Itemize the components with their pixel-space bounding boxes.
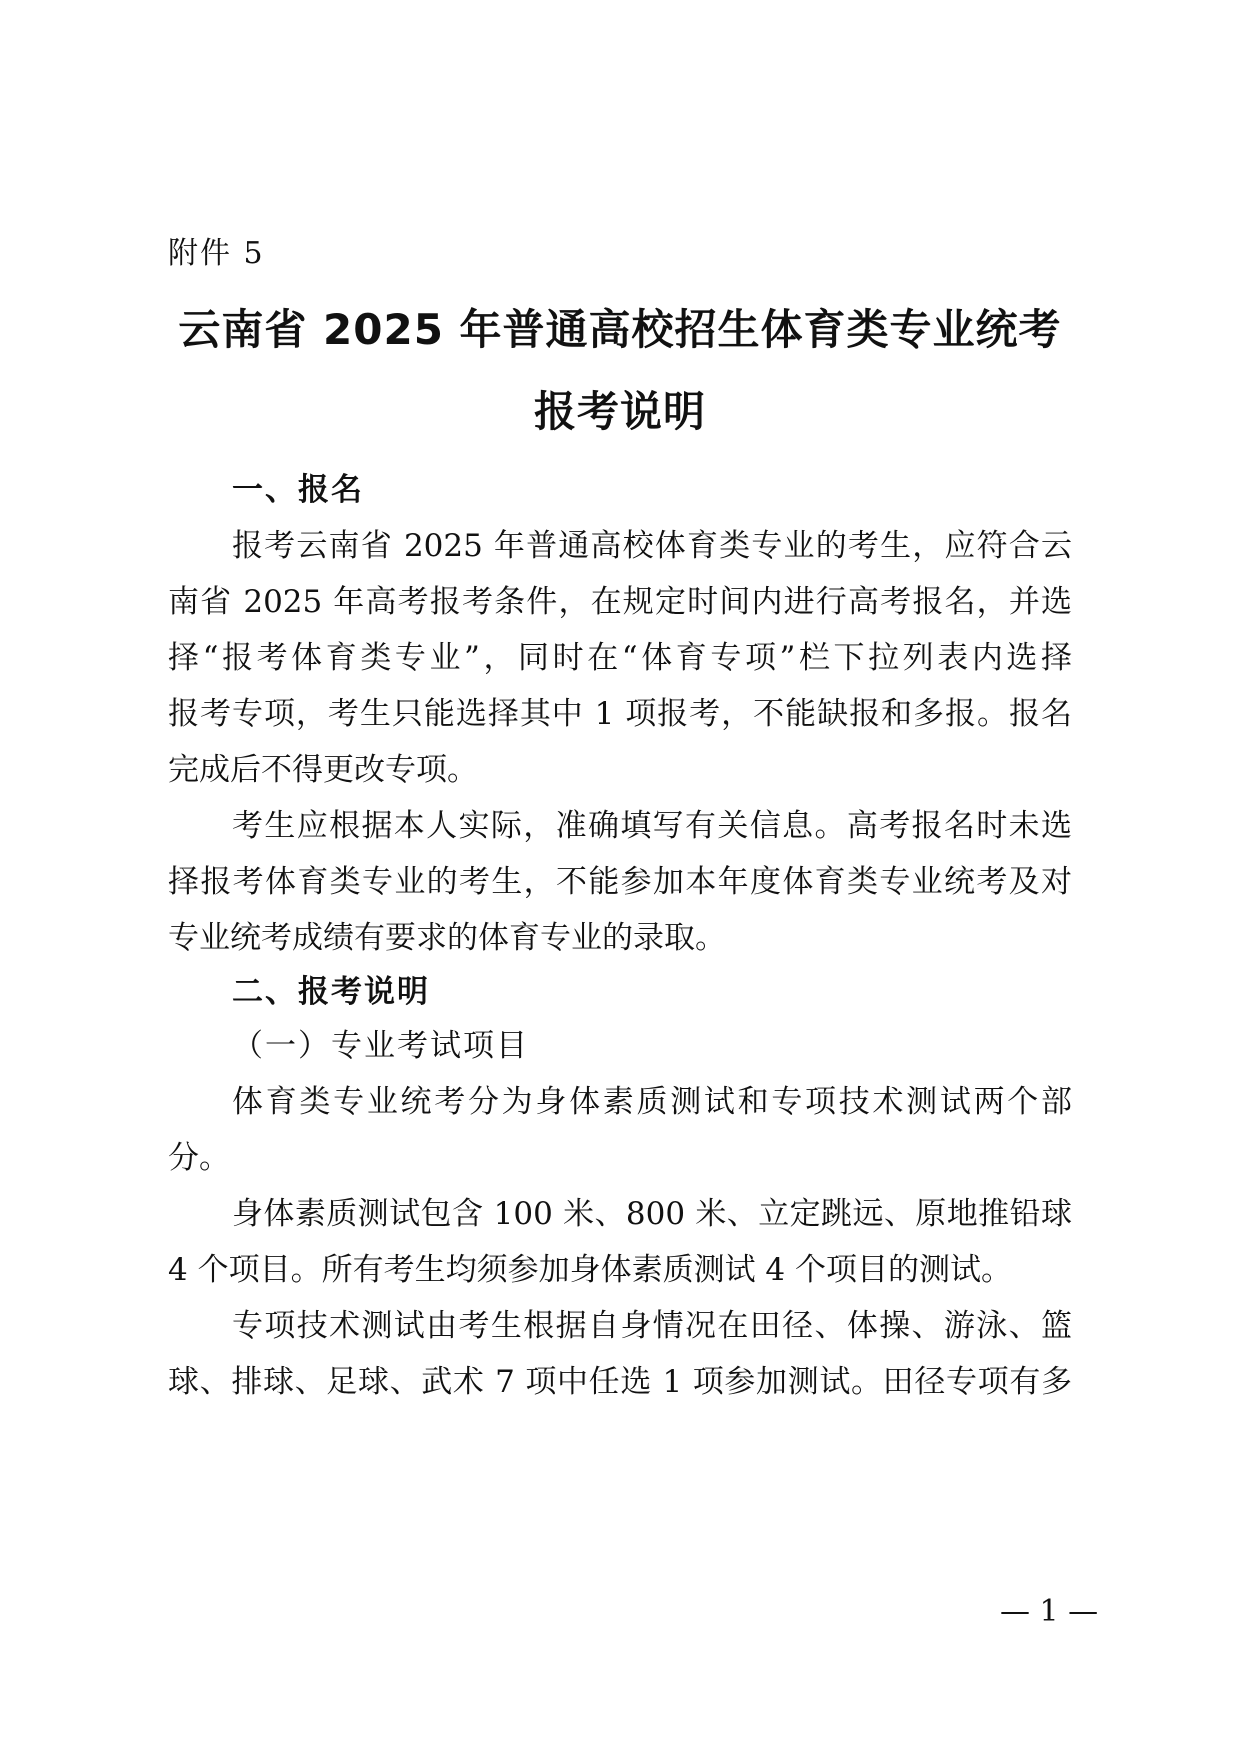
paragraph-line: 专项技术测试由考生根据自身情况在田径、体操、游泳、篮 bbox=[232, 1308, 1072, 1344]
page-number: — 1 — bbox=[1000, 1594, 1099, 1629]
attachment-label: 附件 5 bbox=[168, 236, 265, 271]
paragraph-line: 考生应根据本人实际，准确填写有关信息。高考报名时未选 bbox=[232, 808, 1072, 844]
document-title-line-2: 报考说明 bbox=[533, 387, 706, 436]
paragraph-line: 完成后不得更改专项。 bbox=[168, 752, 478, 788]
paragraph-line: 南省 2025 年高考报考条件，在规定时间内进行高考报名，并选 bbox=[168, 584, 1072, 620]
paragraph-line: 择报考体育类专业的考生，不能参加本年度体育类专业统考及对 bbox=[168, 864, 1072, 900]
section-heading-registration: 一、报名 bbox=[232, 472, 364, 508]
paragraph-line: 球、排球、足球、武术 7 项中任选 1 项参加测试。田径专项有多 bbox=[168, 1364, 1072, 1400]
subsection-heading-exam-items: （一）专业考试项目 bbox=[232, 1028, 529, 1064]
paragraph-line: 身体素质测试包含 100 米、800 米、立定跳远、原地推铅球 bbox=[232, 1196, 1072, 1232]
paragraph-line: 专业统考成绩有要求的体育专业的录取。 bbox=[168, 920, 726, 956]
document-title-line-1: 云南省 2025 年普通高校招生体育类专业统考 bbox=[178, 305, 1062, 354]
paragraph-line: 报考云南省 2025 年普通高校体育类专业的考生，应符合云 bbox=[232, 528, 1072, 564]
paragraph-line: 4 个项目。所有考生均须参加身体素质测试 4 个项目的测试。 bbox=[168, 1252, 1013, 1288]
paragraph-line: 报考专项，考生只能选择其中 1 项报考，不能缺报和多报。报名 bbox=[168, 696, 1072, 732]
paragraph-line: 分。 bbox=[168, 1140, 230, 1176]
section-heading-instructions: 二、报考说明 bbox=[232, 974, 430, 1010]
paragraph-line: 择“报考体育类专业”，同时在“体育专项”栏下拉列表内选择 bbox=[168, 640, 1072, 676]
paragraph-line: 体育类专业统考分为身体素质测试和专项技术测试两个部 bbox=[232, 1084, 1072, 1120]
